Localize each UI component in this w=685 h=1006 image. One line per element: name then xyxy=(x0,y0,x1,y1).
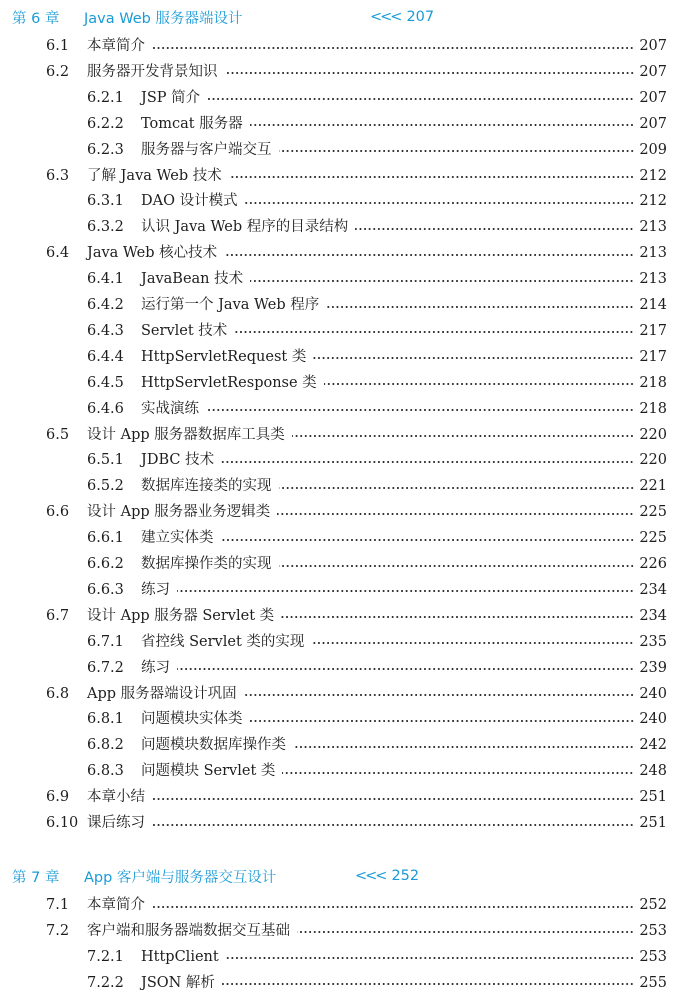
toc-entry[interactable] xyxy=(0,344,685,370)
toc-entry[interactable] xyxy=(0,111,685,137)
entry-body xyxy=(141,473,667,499)
section-number: 6.1 xyxy=(46,38,70,54)
section-title: 问题模块 Servlet 类 xyxy=(141,763,276,780)
chapter-title: Java Web 服务器端设计 xyxy=(84,10,243,27)
section-number: 6.4 xyxy=(46,245,70,262)
page-number: 251 xyxy=(639,815,667,831)
section-number: 6.6.3 xyxy=(87,581,124,598)
section-title: 设计 App 服务器 Servlet 类 xyxy=(87,607,275,624)
section-title: JSP 简介 xyxy=(141,89,201,106)
chapter-page-number: 252 xyxy=(391,868,420,884)
section-number: 7.2.1 xyxy=(87,948,124,965)
toc-entry[interactable] xyxy=(0,473,685,499)
entry-body xyxy=(141,447,667,473)
toc-entry[interactable] xyxy=(0,59,685,85)
page-number: 209 xyxy=(639,141,667,158)
toc-entry[interactable] xyxy=(0,318,685,344)
toc-entry[interactable] xyxy=(0,33,685,59)
toc-entry[interactable] xyxy=(0,732,685,758)
section-title: 设计 App 服务器数据库工具类 xyxy=(87,426,285,443)
entry-body xyxy=(87,499,667,525)
toc-entry[interactable] xyxy=(0,681,685,707)
section-title: 认识 Java Web 程序的目录结构 xyxy=(141,219,349,236)
entry-body xyxy=(141,577,667,603)
section-title: 设计 App 服务器业务逻辑类 xyxy=(87,504,271,521)
page-number: 234 xyxy=(639,581,667,598)
section-title: 练习 xyxy=(141,659,170,676)
section-number: 6.3.1 xyxy=(87,193,124,210)
toc-entry[interactable] xyxy=(0,137,685,163)
section-number: 6.10 xyxy=(46,815,79,831)
section-title: 运行第一个 Java Web 程序 xyxy=(141,297,320,313)
dot-leader xyxy=(250,124,634,126)
page-number: 234 xyxy=(639,607,667,624)
entry-body xyxy=(141,944,667,970)
chapter-number: 第 7 章 xyxy=(12,869,60,886)
entry-body xyxy=(141,706,667,732)
page-number: 217 xyxy=(639,348,667,365)
dot-leader xyxy=(152,906,634,908)
dot-leader xyxy=(152,798,634,800)
toc-entry[interactable] xyxy=(0,499,685,525)
section-number: 6.6.2 xyxy=(87,556,124,572)
section-title: 课后练习 xyxy=(87,815,145,831)
section-number: 6.2.1 xyxy=(87,89,124,106)
section-title: 服务器开发背景知识 xyxy=(87,63,218,80)
entry-body xyxy=(141,732,667,758)
entry-body xyxy=(141,370,667,396)
dot-leader xyxy=(234,331,634,333)
dot-leader xyxy=(225,72,635,74)
section-number: 6.5.1 xyxy=(87,452,124,469)
page-number: 239 xyxy=(639,659,667,676)
section-number: 6.3 xyxy=(46,167,70,184)
dot-leader xyxy=(229,176,634,178)
section-title: 实战演练 xyxy=(141,400,199,417)
page-number: 225 xyxy=(639,504,667,521)
section-number: 6.4.2 xyxy=(87,297,124,313)
page-number: 212 xyxy=(639,167,667,184)
entry-body xyxy=(141,318,667,344)
section-title: Java Web 核心技术 xyxy=(87,245,218,262)
toc-entry[interactable] xyxy=(0,918,685,944)
page-number: 207 xyxy=(639,115,667,132)
entry-body xyxy=(141,188,667,214)
section-title: HttpServletResponse 类 xyxy=(141,374,317,391)
page-number: 220 xyxy=(639,426,667,443)
dot-leader xyxy=(279,150,635,152)
section-number: 6.2 xyxy=(46,63,70,80)
dot-leader xyxy=(326,306,634,308)
page-number: 225 xyxy=(639,530,667,547)
chevrons-icon: <<< xyxy=(370,9,401,25)
toc-entry[interactable] xyxy=(0,525,685,551)
toc-entry[interactable] xyxy=(0,892,685,918)
toc-entry[interactable] xyxy=(0,85,685,111)
chevrons-icon: <<< xyxy=(355,868,386,884)
chapter-title: App 客户端与服务器交互设计 xyxy=(84,869,277,886)
dot-leader xyxy=(224,254,634,256)
dot-leader xyxy=(313,357,634,359)
section-number: 6.8.2 xyxy=(87,737,124,754)
section-number: 6.4.5 xyxy=(87,374,124,391)
chapter-page xyxy=(370,9,434,25)
entry-body xyxy=(141,85,667,111)
dot-leader xyxy=(281,616,634,618)
page-number: 251 xyxy=(639,789,667,806)
section-number: 6.6 xyxy=(46,504,70,521)
toc-entry[interactable] xyxy=(0,970,685,996)
toc-entry[interactable] xyxy=(0,370,685,396)
section-title: DAO 设计模式 xyxy=(141,193,238,210)
section-title: 本章简介 xyxy=(87,897,145,913)
entry-body xyxy=(87,422,667,448)
entry-body xyxy=(141,266,667,292)
toc-entry[interactable] xyxy=(0,603,685,629)
toc-entry[interactable] xyxy=(0,944,685,970)
entry-body xyxy=(141,525,667,551)
section-title: 问题模块数据库操作类 xyxy=(141,737,286,754)
entry-body xyxy=(87,892,667,918)
toc-entry[interactable] xyxy=(0,447,685,473)
page-number: 253 xyxy=(639,922,667,939)
entry-body xyxy=(87,681,667,707)
entry-body xyxy=(141,758,667,784)
section-title: 客户端和服务器端数据交互基础 xyxy=(87,922,290,939)
dot-leader xyxy=(221,461,634,463)
page-number: 220 xyxy=(639,452,667,469)
toc-entry[interactable] xyxy=(0,214,685,240)
page-number: 207 xyxy=(639,89,667,106)
section-title: JDBC 技术 xyxy=(141,452,215,469)
toc-entry[interactable] xyxy=(0,784,685,810)
toc-entry[interactable] xyxy=(0,188,685,214)
page-number: 218 xyxy=(639,374,667,391)
page-number: 226 xyxy=(639,556,667,572)
section-title: Servlet 技术 xyxy=(141,322,228,339)
entry-body xyxy=(141,137,667,163)
page-number: 213 xyxy=(639,245,667,262)
page-number: 212 xyxy=(639,193,667,210)
section-number: 6.9 xyxy=(46,789,70,806)
dot-leader xyxy=(244,694,634,696)
toc-entry[interactable] xyxy=(0,758,685,784)
toc-entry[interactable] xyxy=(0,422,685,448)
toc-entry[interactable] xyxy=(0,396,685,422)
section-number: 6.7 xyxy=(46,607,70,624)
dot-leader xyxy=(355,228,634,230)
entry-body xyxy=(141,396,667,422)
toc-entry[interactable] xyxy=(0,577,685,603)
page-number: 240 xyxy=(639,685,667,702)
dot-leader xyxy=(311,642,634,644)
dot-leader xyxy=(293,746,634,748)
section-number: 6.8.1 xyxy=(87,711,124,728)
dot-leader xyxy=(282,772,634,774)
entry-body xyxy=(141,292,667,318)
entry-body xyxy=(141,111,667,137)
section-title: 练习 xyxy=(141,581,170,598)
page-number: 218 xyxy=(639,400,667,417)
toc-entry[interactable] xyxy=(0,240,685,266)
section-number: 6.2.3 xyxy=(87,141,124,158)
entry-body xyxy=(87,33,667,59)
entry-body xyxy=(87,163,667,189)
toc-entry[interactable] xyxy=(0,706,685,732)
page-number: 207 xyxy=(639,63,667,80)
dot-leader xyxy=(250,280,634,282)
section-title: 问题模块实体类 xyxy=(141,711,243,728)
page-number: 214 xyxy=(639,297,667,313)
entry-body xyxy=(87,784,667,810)
section-title: 本章小结 xyxy=(87,789,145,806)
section-number: 6.4.4 xyxy=(87,348,124,365)
toc-entry[interactable] xyxy=(0,629,685,655)
dot-leader xyxy=(177,668,634,670)
section-title: JSON 解析 xyxy=(141,974,215,991)
chapter-page xyxy=(355,868,419,884)
dot-leader xyxy=(245,202,634,204)
dot-leader xyxy=(292,435,634,437)
toc-entry[interactable] xyxy=(0,163,685,189)
dot-leader xyxy=(177,590,634,592)
toc-entry[interactable] xyxy=(0,266,685,292)
section-title: App 服务器端设计巩固 xyxy=(87,685,237,702)
dot-leader xyxy=(152,47,634,49)
section-number: 7.1 xyxy=(46,897,70,913)
section-number: 6.4.6 xyxy=(87,400,124,417)
section-title: HttpServletRequest 类 xyxy=(141,348,307,365)
page-number: 240 xyxy=(639,711,667,728)
page-number: 235 xyxy=(639,633,667,650)
page-number: 255 xyxy=(639,974,667,991)
section-number: 7.2 xyxy=(46,922,70,939)
page-number: 217 xyxy=(639,322,667,339)
section-title: 省控线 Servlet 类的实现 xyxy=(141,633,305,650)
section-title: 服务器与客户端交互 xyxy=(141,141,272,158)
section-title: 了解 Java Web 技术 xyxy=(87,167,222,184)
section-number: 6.6.1 xyxy=(87,530,124,547)
entry-body xyxy=(87,59,667,85)
page-number: 213 xyxy=(639,271,667,288)
dot-leader xyxy=(221,539,635,541)
entry-body xyxy=(87,918,667,944)
entry-body xyxy=(87,603,667,629)
section-number: 6.8.3 xyxy=(87,763,124,780)
toc-entry[interactable] xyxy=(0,551,685,577)
section-title: HttpClient xyxy=(141,948,219,965)
entry-body xyxy=(141,551,667,577)
page-number: 207 xyxy=(639,38,667,54)
dot-leader xyxy=(222,983,634,985)
section-number: 7.2.2 xyxy=(87,974,124,991)
entry-body xyxy=(87,240,667,266)
section-title: Tomcat 服务器 xyxy=(141,115,243,132)
section-number: 6.4.1 xyxy=(87,271,124,288)
entry-body xyxy=(141,344,667,370)
page-number: 221 xyxy=(639,478,667,495)
dot-leader xyxy=(279,565,635,567)
chapter-number: 第 6 章 xyxy=(12,10,60,27)
dot-leader xyxy=(297,931,634,933)
dot-leader xyxy=(250,720,635,722)
section-number: 6.5 xyxy=(46,426,70,443)
dot-leader xyxy=(206,409,634,411)
entry-body xyxy=(141,214,667,240)
page-number: 242 xyxy=(639,737,667,754)
section-title: 本章简介 xyxy=(87,38,145,54)
section-title: 建立实体类 xyxy=(141,530,214,547)
chapter-page-number: 207 xyxy=(406,9,435,25)
dot-leader xyxy=(207,98,634,100)
section-number: 6.7.2 xyxy=(87,659,124,676)
page-number: 253 xyxy=(639,948,667,965)
toc-entry[interactable] xyxy=(0,810,685,836)
page-number: 248 xyxy=(639,763,667,780)
section-number: 6.4.3 xyxy=(87,322,124,339)
section-title: 数据库操作类的实现 xyxy=(141,556,272,572)
dot-leader xyxy=(226,957,634,959)
entry-body xyxy=(87,810,667,836)
dot-leader xyxy=(279,487,635,489)
page-number: 252 xyxy=(639,897,667,913)
toc-entry[interactable] xyxy=(0,292,685,318)
dot-leader xyxy=(324,383,634,385)
section-number: 6.8 xyxy=(46,685,70,702)
section-number: 6.2.2 xyxy=(87,115,124,132)
dot-leader xyxy=(277,513,634,515)
entry-body xyxy=(141,655,667,681)
chapter-heading[interactable] xyxy=(0,4,685,30)
entry-body xyxy=(141,970,667,996)
section-number: 6.7.1 xyxy=(87,633,124,650)
page-number: 213 xyxy=(639,219,667,236)
chapter-heading[interactable] xyxy=(0,863,685,889)
section-title: 数据库连接类的实现 xyxy=(141,478,272,495)
section-number: 6.5.2 xyxy=(87,478,124,495)
entry-body xyxy=(141,629,667,655)
toc-entry[interactable] xyxy=(0,655,685,681)
section-title: JavaBean 技术 xyxy=(141,271,244,288)
section-number: 6.3.2 xyxy=(87,219,124,236)
dot-leader xyxy=(152,824,634,826)
